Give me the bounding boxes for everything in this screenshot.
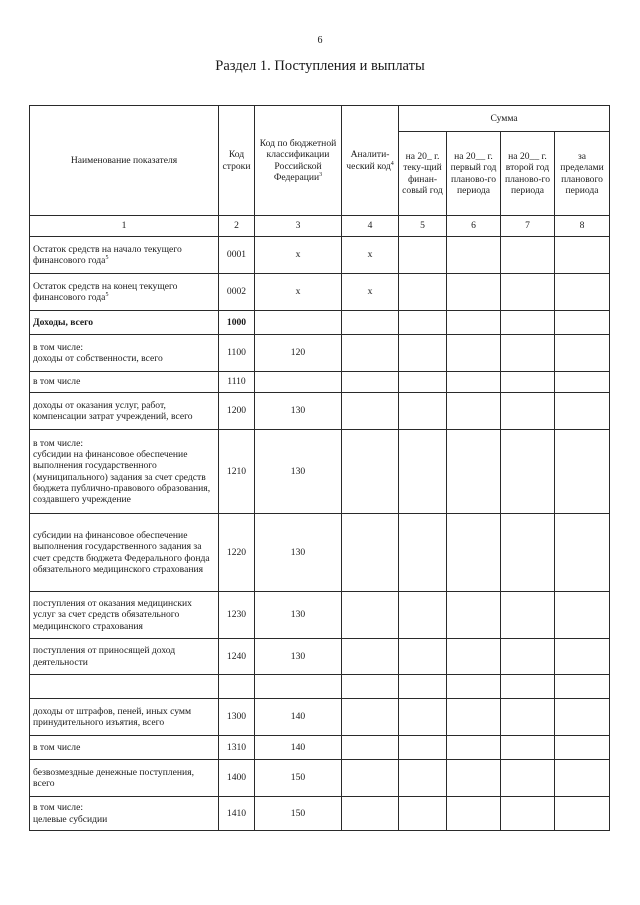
sum-cell-col6[interactable] — [447, 736, 501, 760]
table-row — [30, 274, 610, 311]
row-budget-code: x — [255, 237, 342, 274]
row-budget-code — [255, 675, 342, 699]
sum-cell-col5[interactable] — [399, 237, 447, 274]
row-code: 1110 — [219, 372, 255, 393]
row-budget-code — [255, 372, 342, 393]
row-code — [219, 675, 255, 699]
row-name: доходы от оказания услуг, работ, компенсации затрат учреждений, всего — [30, 393, 219, 430]
row-budget-code: 140 — [255, 699, 342, 736]
header-line-code: Код строки — [219, 106, 255, 216]
sum-cell-col5[interactable] — [399, 311, 447, 335]
table-row — [30, 760, 610, 797]
table-row — [30, 797, 610, 831]
row-code: 1200 — [219, 393, 255, 430]
sum-cell-col6[interactable] — [447, 311, 501, 335]
footnote-ref: 5 — [105, 254, 109, 261]
row-name: поступления от оказания медицинских услуг за счет средств обязательного медицинского страхования — [30, 592, 219, 639]
row-analytic-code — [342, 699, 399, 736]
sum-cell-col5[interactable] — [399, 797, 447, 831]
sum-cell-col8[interactable] — [555, 699, 610, 736]
column-number: 7 — [501, 216, 555, 237]
row-budget-code: 150 — [255, 760, 342, 797]
row-code: 0001 — [219, 237, 255, 274]
row-name: Остаток средств на начало текущего финансового года$^5$ — [30, 237, 219, 274]
header-beyond-plan: за пределами планового периода — [555, 132, 610, 216]
sum-cell-col5[interactable] — [399, 592, 447, 639]
row-budget-code: 130 — [255, 430, 342, 514]
table-row — [30, 372, 610, 393]
row-analytic-code — [342, 311, 399, 335]
sum-cell-col6[interactable] — [447, 639, 501, 675]
receipts-payments-table — [29, 105, 610, 831]
sum-cell-col7[interactable] — [501, 760, 555, 797]
row-name: Остаток средств на конец текущего финансового года$^5$ — [30, 274, 219, 311]
row-budget-code — [255, 311, 342, 335]
table-row — [30, 592, 610, 639]
row-name: поступления от приносящей доход деятельности — [30, 639, 219, 675]
row-code: 1210 — [219, 430, 255, 514]
row-analytic-code — [342, 797, 399, 831]
sum-cell-col7[interactable] — [501, 335, 555, 372]
header-analytic-code: Аналити-ческий код$^4$ — [342, 106, 399, 216]
header-sum: Сумма — [399, 106, 610, 132]
header-current-year: на 20_ г. теку-щий финан-совый год — [399, 132, 447, 216]
sum-cell-col7[interactable] — [501, 372, 555, 393]
sum-cell-col8[interactable] — [555, 675, 610, 699]
row-analytic-code: x — [342, 274, 399, 311]
sum-cell-col5[interactable] — [399, 274, 447, 311]
sum-cell-col5[interactable] — [399, 430, 447, 514]
row-name: доходы от штрафов, пеней, иных сумм принудительного изъятия, всего — [30, 699, 219, 736]
column-number: 4 — [342, 216, 399, 237]
row-analytic-code — [342, 592, 399, 639]
row-name: субсидии на финансовое обеспечение выполнения государственного задания за счет средств бюджета Федерального фонда обязательного медицинского страхования — [30, 514, 219, 592]
row-budget-code: 130 — [255, 514, 342, 592]
sum-cell-col7[interactable] — [501, 430, 555, 514]
row-budget-code: 130 — [255, 639, 342, 675]
header-first-plan-year: на 20__ г. первый год планово-го периода — [447, 132, 501, 216]
sum-cell-col7[interactable] — [501, 274, 555, 311]
sum-cell-col6[interactable] — [447, 335, 501, 372]
row-code: 1410 — [219, 797, 255, 831]
sum-cell-col7[interactable] — [501, 311, 555, 335]
sum-cell-col7[interactable] — [501, 393, 555, 430]
sum-cell-col6[interactable] — [447, 237, 501, 274]
row-code: 1300 — [219, 699, 255, 736]
sum-cell-col8[interactable] — [555, 335, 610, 372]
row-analytic-code — [342, 736, 399, 760]
row-budget-code: 130 — [255, 393, 342, 430]
row-code: 1310 — [219, 736, 255, 760]
row-name: Доходы, всего — [30, 311, 219, 335]
sum-cell-col6[interactable] — [447, 274, 501, 311]
sum-cell-col5[interactable] — [399, 514, 447, 592]
sum-cell-col6[interactable] — [447, 675, 501, 699]
sum-cell-col5[interactable] — [399, 760, 447, 797]
sum-cell-col7[interactable] — [501, 736, 555, 760]
sum-cell-col8[interactable] — [555, 430, 610, 514]
sum-cell-col6[interactable] — [447, 797, 501, 831]
table-row — [30, 430, 610, 514]
section-title: Раздел 1. Поступления и выплаты — [215, 58, 425, 74]
sum-cell-col8[interactable] — [555, 311, 610, 335]
column-number: 2 — [219, 216, 255, 237]
sum-cell-col8[interactable] — [555, 274, 610, 311]
table-row — [30, 514, 610, 592]
sum-cell-col8[interactable] — [555, 514, 610, 592]
row-code: 1100 — [219, 335, 255, 372]
row-name: в том числе — [30, 736, 219, 760]
column-number: 1 — [30, 216, 219, 237]
row-code: 1230 — [219, 592, 255, 639]
row-analytic-code: x — [342, 237, 399, 274]
row-budget-code: 120 — [255, 335, 342, 372]
row-code: 1000 — [219, 311, 255, 335]
table-body — [30, 237, 610, 831]
sum-cell-col8[interactable] — [555, 393, 610, 430]
sum-cell-col6[interactable] — [447, 430, 501, 514]
sum-cell-col7[interactable] — [501, 639, 555, 675]
sum-cell-col6[interactable] — [447, 760, 501, 797]
sum-cell-col7[interactable] — [501, 675, 555, 699]
sum-cell-col8[interactable] — [555, 592, 610, 639]
table-row — [30, 335, 610, 372]
sum-cell-col8[interactable] — [555, 372, 610, 393]
sum-cell-col5[interactable] — [399, 736, 447, 760]
page-number: 6 — [317, 35, 323, 46]
header-budget-code: Код по бюджетной классификации Российской Федерации$^3$ — [255, 106, 342, 216]
sum-cell-col5[interactable] — [399, 699, 447, 736]
row-analytic-code — [342, 393, 399, 430]
sum-cell-col5[interactable] — [399, 335, 447, 372]
row-budget-code: x — [255, 274, 342, 311]
sum-cell-col5[interactable] — [399, 393, 447, 430]
column-number-row — [30, 216, 610, 237]
sum-cell-col7[interactable] — [501, 237, 555, 274]
table-row — [30, 237, 610, 274]
sum-cell-col6[interactable] — [447, 372, 501, 393]
column-number: 3 — [255, 216, 342, 237]
row-analytic-code — [342, 639, 399, 675]
row-analytic-code — [342, 430, 399, 514]
sum-cell-col6[interactable] — [447, 592, 501, 639]
column-number: 6 — [447, 216, 501, 237]
sum-cell-col7[interactable] — [501, 797, 555, 831]
sum-cell-col8[interactable] — [555, 237, 610, 274]
header-row-top — [30, 106, 610, 132]
sum-cell-col5[interactable] — [399, 372, 447, 393]
table-row — [30, 311, 610, 335]
table-row — [30, 639, 610, 675]
row-name: в том числе: целевые субсидии — [30, 797, 219, 831]
row-analytic-code — [342, 675, 399, 699]
row-code: 1240 — [219, 639, 255, 675]
sum-cell-col7[interactable] — [501, 699, 555, 736]
table-row — [30, 393, 610, 430]
row-name: в том числе: субсидии на финансовое обеспечение выполнения государственного (муниципального) задания за счет средств бюджета публично-правового образования, создавшего учреждение — [30, 430, 219, 514]
row-name: в том числе: доходы от собственности, всего — [30, 335, 219, 372]
sum-cell-col5[interactable] — [399, 675, 447, 699]
header-indicator-name: Наименование показателя — [30, 106, 219, 216]
row-analytic-code — [342, 760, 399, 797]
sum-cell-col8[interactable] — [555, 639, 610, 675]
row-budget-code: 150 — [255, 797, 342, 831]
row-analytic-code — [342, 372, 399, 393]
row-analytic-code — [342, 335, 399, 372]
header-second-plan-year: на 20__ г. второй год планово-го периода — [501, 132, 555, 216]
row-code: 0002 — [219, 274, 255, 311]
footnote-ref: 5 — [105, 291, 109, 298]
sum-cell-col8[interactable] — [555, 736, 610, 760]
sum-cell-col6[interactable] — [447, 514, 501, 592]
sum-cell-col6[interactable] — [447, 393, 501, 430]
table-row — [30, 675, 610, 699]
row-name — [30, 675, 219, 699]
column-number: 5 — [399, 216, 447, 237]
sum-cell-col6[interactable] — [447, 699, 501, 736]
row-name: в том числе — [30, 372, 219, 393]
sum-cell-col7[interactable] — [501, 514, 555, 592]
row-code: 1400 — [219, 760, 255, 797]
row-budget-code: 130 — [255, 592, 342, 639]
row-code: 1220 — [219, 514, 255, 592]
table-row — [30, 736, 610, 760]
sum-cell-col7[interactable] — [501, 592, 555, 639]
row-analytic-code — [342, 514, 399, 592]
sum-cell-col8[interactable] — [555, 760, 610, 797]
table-row — [30, 699, 610, 736]
sum-cell-col8[interactable] — [555, 797, 610, 831]
column-number: 8 — [555, 216, 610, 237]
row-name: безвозмездные денежные поступления, всего — [30, 760, 219, 797]
sum-cell-col5[interactable] — [399, 639, 447, 675]
row-budget-code: 140 — [255, 736, 342, 760]
